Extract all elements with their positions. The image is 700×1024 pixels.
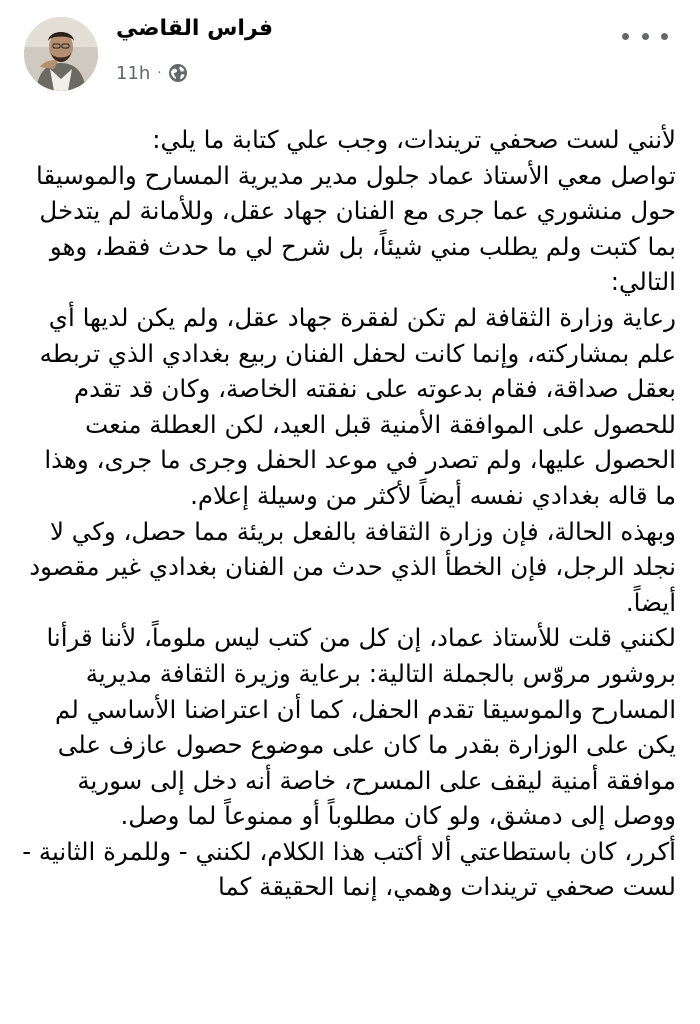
post-time[interactable]: 11h — [116, 62, 151, 84]
more-dot — [622, 33, 629, 40]
post-meta — [116, 60, 188, 86]
avatar-photo — [24, 17, 98, 91]
globe-icon[interactable] — [168, 63, 188, 83]
post-text: لأنني لست صحفي تريندات، وجب علي كتابة ما يلي: تواصل معي الأستاذ عماد جلول مدير مديرية المسارح والموسيقا حول منشوري عما جرى مع الفنان جهاد عقل، وللأمانة لم يتدخل بما كتبت ولم يطلب مني شيئاً، بل شرح لي ما حدث فقط، وهو التالي: رعاية وزارة الثقافة لم تكن لفقرة جهاد عقل، ولم يكن لديها أي علم بمشاركته، وإنما كانت لحفل الفنان ربيع بغدادي الذي تربطه بعقل صداقة، فقام بدعوته على نفقته الخاصة، وكان قد تقدم للحصول على الموافقة الأمنية قبل العيد، لكن العطلة منعت الحصول عليها، ولم تصدر في موعد الحفل وجرى ما جرى، وهذا ما قاله بغدادي نفسه أيضاً لأكثر من وسيلة إعلام. وبهذه الحالة، فإن وزارة الثقافة بالفعل بريئة مما حصل، وكي لا نجلد الرجل، فإن الخطأ الذي حدث من الفنان بغدادي غير مقصود أيضاً. لكنني قلت للأستاذ عماد، إن كل من كتب ليس ملوماً، لأننا قرأنا بروشور مروّس بالجملة التالية: برعاية وزيرة الثقافة مديرية المسارح والموسيقا تقدم الحفل، كما أن اعتراضنا الأساسي لم يكن على الوزارة بقدر ما كان على موضوع حصول عازف على موافقة أمنية ليقف على المسرح، خاصة أنه دخل إلى سورية ووصل إلى دمشق، ولو كان مطلوباً أو ممنوعاً لما وصل. أكرر، كان باستطاعتي ألا أكتب هذا الكلام، لكنني - وللمرة الثانية - لست صحفي تريندات وهمي، إنما الحقيقة كما — [22, 125, 676, 902]
post-body — [0, 122, 700, 1024]
more-dot — [661, 33, 668, 40]
more-options-icon[interactable] — [622, 26, 668, 46]
separator-dot: · — [157, 65, 162, 81]
avatar[interactable] — [24, 17, 98, 91]
post-header — [0, 0, 700, 100]
author-name[interactable]: فراس القاضي — [116, 16, 274, 41]
more-dot — [642, 33, 649, 40]
